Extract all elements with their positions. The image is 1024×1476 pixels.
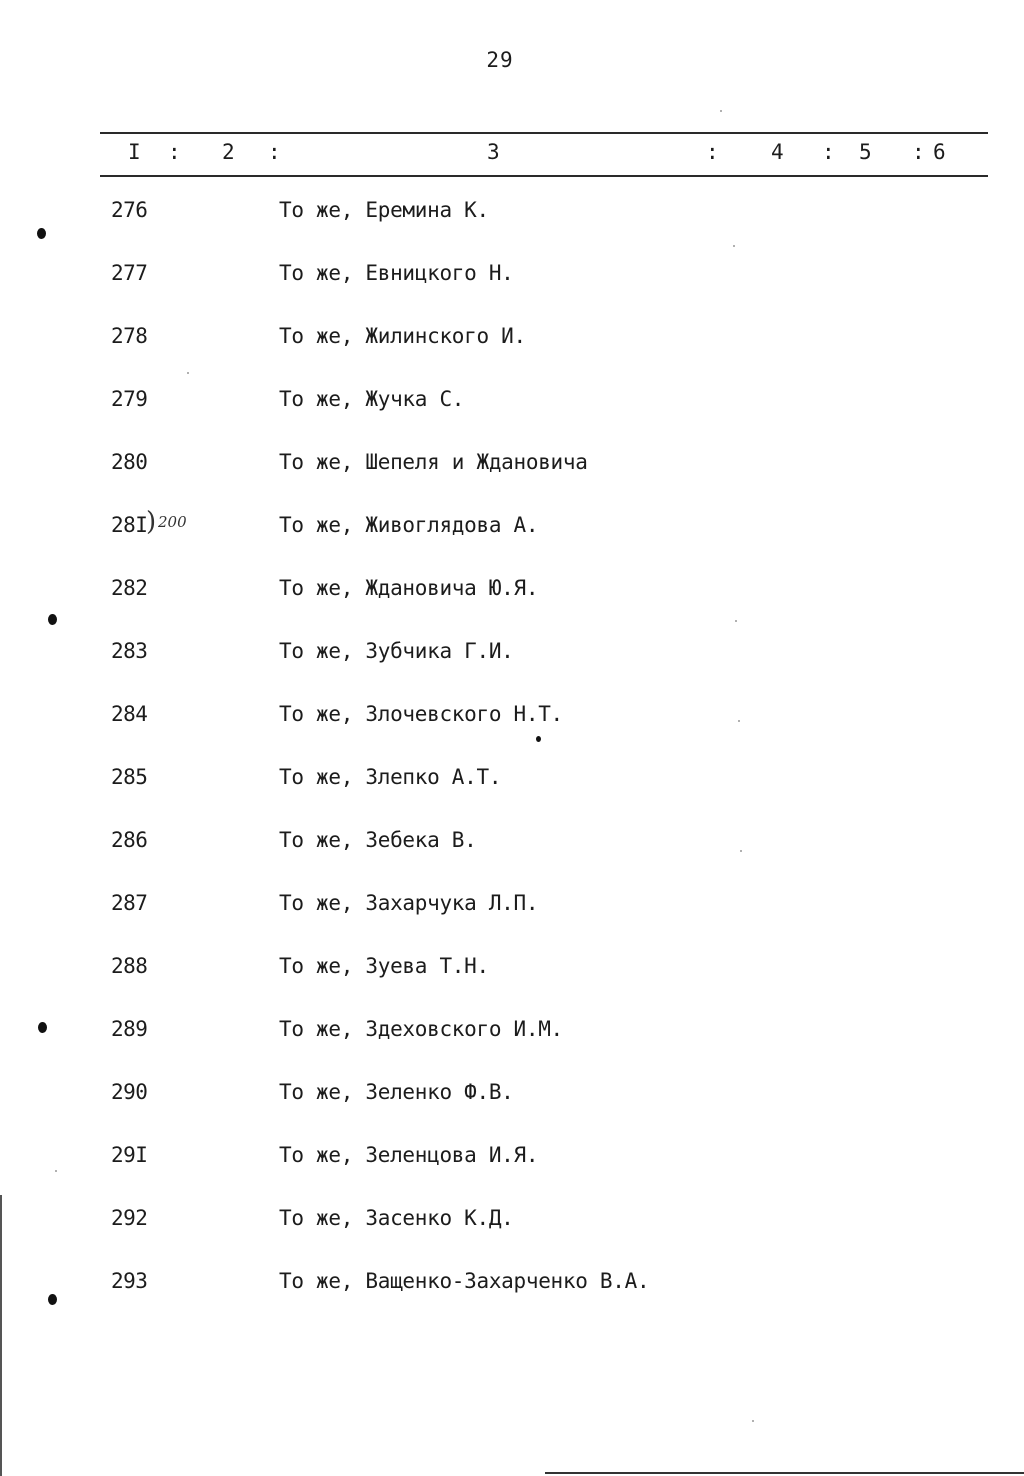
header-separator: : xyxy=(168,140,181,164)
punch-hole-mark xyxy=(37,228,46,239)
header-col-4: 4 xyxy=(771,140,784,164)
table-row xyxy=(0,507,1024,576)
row-number: 283 xyxy=(111,639,148,663)
table-row xyxy=(0,324,1024,387)
table-row xyxy=(0,954,1024,1017)
table-row xyxy=(0,1206,1024,1269)
row-description: То же, Ващенко-Захарченко В.А. xyxy=(279,1269,650,1293)
scan-speck xyxy=(752,1420,754,1422)
row-description: То же, Зеленцова И.Я. xyxy=(279,1143,539,1167)
table-body xyxy=(0,198,1024,1332)
table-row xyxy=(0,828,1024,891)
table-row xyxy=(0,198,1024,261)
scan-edge-line xyxy=(0,1195,2,1476)
table-row xyxy=(0,1017,1024,1080)
row-number: 287 xyxy=(111,891,148,915)
table-row xyxy=(0,702,1024,765)
row-description: То же, Еремина К. xyxy=(279,198,489,222)
table-row xyxy=(0,1269,1024,1332)
scan-speck xyxy=(720,110,722,112)
table-row xyxy=(0,576,1024,639)
row-description: То же, Жилинского И. xyxy=(279,324,526,348)
header-separator: : xyxy=(822,140,835,164)
table-row xyxy=(0,450,1024,513)
row-number: 289 xyxy=(111,1017,148,1041)
row-description: То же, Засенко К.Д. xyxy=(279,1206,514,1230)
row-description: То же, Злепко А.Т. xyxy=(279,765,502,789)
table-row xyxy=(0,261,1024,324)
row-number: 285 xyxy=(111,765,148,789)
header-col-2: 2 xyxy=(222,140,235,164)
header-col-1: I xyxy=(128,140,141,164)
table-row xyxy=(0,1080,1024,1143)
header-separator: : xyxy=(912,140,925,164)
header-col-3: 3 xyxy=(487,140,500,164)
row-number: 288 xyxy=(111,954,148,978)
row-number: 277 xyxy=(111,261,148,285)
table-row xyxy=(0,891,1024,954)
scan-speck xyxy=(735,620,737,622)
ink-dot-mark xyxy=(536,736,541,742)
header-separator: : xyxy=(706,140,719,164)
row-number: 276 xyxy=(111,198,148,222)
table-row xyxy=(0,639,1024,702)
row-description: То же, Зубчика Г.И. xyxy=(279,639,514,663)
row-number: 279 xyxy=(111,387,148,411)
row-number: 286 xyxy=(111,828,148,852)
row-number: 290 xyxy=(111,1080,148,1104)
scan-speck xyxy=(738,720,740,722)
punch-hole-mark xyxy=(48,614,57,625)
row-description: То же, Захарчука Л.П. xyxy=(279,891,539,915)
row-description: То же, Здеховского И.М. xyxy=(279,1017,563,1041)
scan-speck xyxy=(733,245,735,247)
scan-speck xyxy=(740,850,742,852)
header-rule-bottom xyxy=(100,175,988,177)
row-description: То же, Зеленко Ф.В. xyxy=(279,1080,514,1104)
row-number: 284 xyxy=(111,702,148,726)
handwritten-bracket: ) xyxy=(146,507,157,537)
row-description: То же, Евницкого Н. xyxy=(279,261,514,285)
scan-speck xyxy=(55,1170,57,1172)
row-description: То же, Ждановича Ю.Я. xyxy=(279,576,539,600)
page-number: 29 xyxy=(486,48,514,72)
scan-speck xyxy=(187,372,189,374)
row-number: 280 xyxy=(111,450,148,474)
row-number: 282 xyxy=(111,576,148,600)
scan-bottom-line xyxy=(545,1472,1024,1474)
row-description: То же, Живоглядова А. xyxy=(279,513,539,537)
table-row xyxy=(0,1143,1024,1206)
row-number: 28I xyxy=(111,513,148,537)
header-col-6: 6 xyxy=(933,140,946,164)
table-header xyxy=(0,140,1024,170)
handwritten-note: 200 xyxy=(158,513,187,531)
punch-hole-mark xyxy=(38,1022,47,1033)
header-separator: : xyxy=(268,140,281,164)
header-col-5: 5 xyxy=(859,140,872,164)
row-number: 293 xyxy=(111,1269,148,1293)
header-rule-top xyxy=(100,132,988,134)
row-number: 292 xyxy=(111,1206,148,1230)
row-description: То же, Шепеля и Ждановича xyxy=(279,450,588,474)
punch-hole-mark xyxy=(48,1294,57,1305)
row-description: То же, Злочевского Н.Т. xyxy=(279,702,563,726)
row-number: 278 xyxy=(111,324,148,348)
row-description: То же, Зебека В. xyxy=(279,828,477,852)
table-row xyxy=(0,765,1024,828)
table-row xyxy=(0,387,1024,450)
row-number: 29I xyxy=(111,1143,148,1167)
row-description: То же, Зуева Т.Н. xyxy=(279,954,489,978)
row-description: То же, Жучка С. xyxy=(279,387,465,411)
